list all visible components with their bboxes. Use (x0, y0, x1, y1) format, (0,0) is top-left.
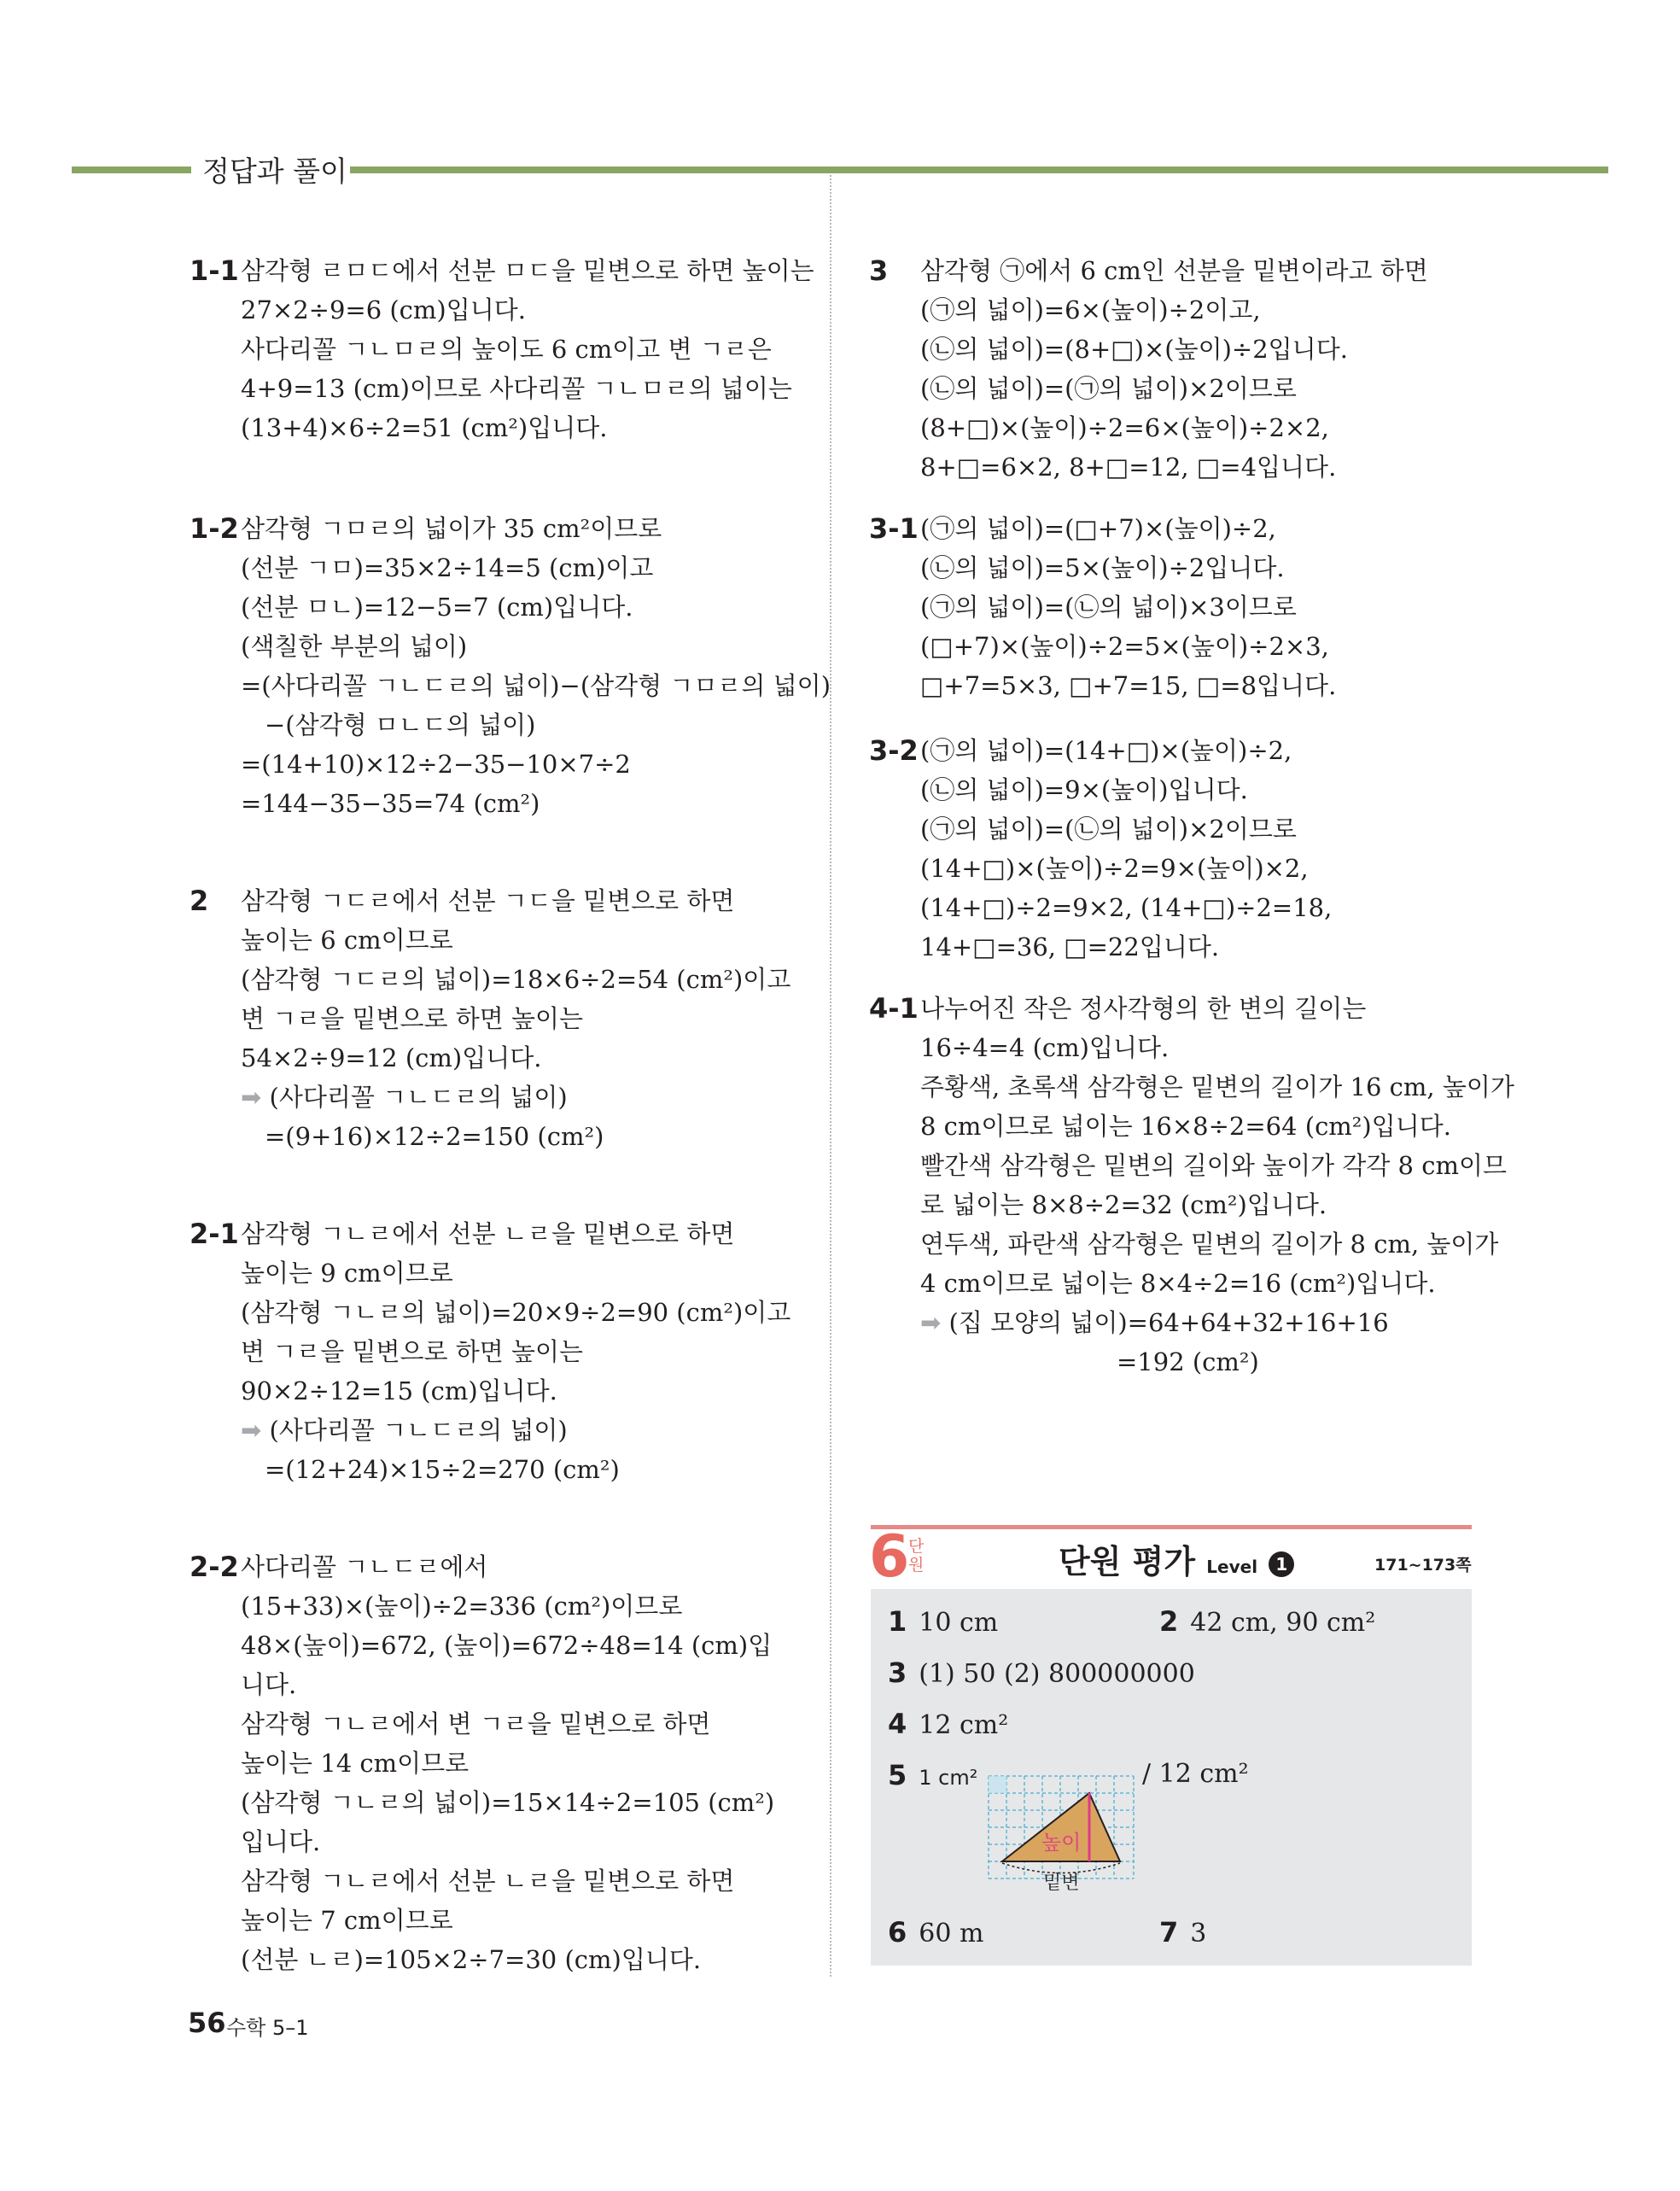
text-line: 삼각형 ㄱㅁㄹ의 넓이가 35 cm²이므로 (241, 514, 662, 543)
text-line: 연두색, 파란색 삼각형은 밑변의 길이가 8 cm, 높이가 (920, 1230, 1499, 1259)
arrow-icon: ➡ (920, 1308, 942, 1337)
text-line: 48×(높이)=672, (높이)=672÷48=14 (cm)입 (241, 1631, 773, 1660)
text-line: 니다. (241, 1670, 297, 1699)
arrow-icon: ➡ (241, 1416, 262, 1445)
text-line: (㉠의 넓이)=(㉡의 넓이)×2이므로 (920, 815, 1297, 844)
text-line: (삼각형 ㄱㄴㄹ의 넓이)=15×14÷2=105 (cm²) (241, 1788, 775, 1817)
text-line: (㉠의 넓이)=(14+□)×(높이)÷2, (920, 736, 1292, 765)
header-rule-left (72, 167, 191, 173)
level-label: Level (1206, 1557, 1258, 1577)
text-line: 주황색, 초록색 삼각형은 밑변의 길이가 16 cm, 높이가 (920, 1072, 1514, 1101)
unit-number: 6 (869, 1523, 910, 1591)
problem-1-1 (190, 251, 814, 447)
text-line: 로 넓이는 8×8÷2=32 (cm²)입니다. (920, 1190, 1327, 1219)
answer-1 (888, 1605, 998, 1638)
level-number-badge: 1 (1269, 1551, 1294, 1577)
text-line: =192 (cm²) (1117, 1347, 1259, 1376)
text-line: 삼각형 ㄱㄴㄹ에서 선분 ㄴㄹ을 밑변으로 하면 (241, 1867, 735, 1896)
problem-3-1 (869, 509, 1337, 705)
text-line: 4 cm이므로 넓이는 8×4÷2=16 (cm²)입니다. (920, 1269, 1436, 1298)
problem-2-2 (190, 1547, 775, 1979)
text-line: (㉡의 넓이)=9×(높이)입니다. (920, 775, 1248, 804)
answer-text: 3 (1190, 1919, 1207, 1949)
answer-text: 12 cm² (919, 1710, 1009, 1740)
answer-number: 5 (888, 1759, 907, 1791)
text-line: (㉡의 넓이)=5×(높이)÷2입니다. (920, 553, 1285, 582)
page-range: 171~173쪽 (1374, 1556, 1472, 1575)
text-line: (삼각형 ㄱㄴㄹ의 넓이)=20×9÷2=90 (cm²)이고 (241, 1298, 791, 1327)
text-line: 삼각형 ㄱㄷㄹ에서 선분 ㄱㄷ을 밑변으로 하면 (241, 886, 735, 915)
text-line: (㉠의 넓이)=(□+7)×(높이)÷2, (920, 514, 1276, 543)
text-line: 16÷4=4 (cm)입니다. (920, 1033, 1170, 1062)
text-line: ➡ (집 모양의 넓이)=64+64+32+16+16 (920, 1308, 1389, 1337)
answer-number: 4 (888, 1708, 907, 1740)
answer-7 (1159, 1916, 1206, 1949)
text-line: (선분 ㄱㅁ)=35×2÷14=5 (cm)이고 (241, 553, 654, 582)
page-number: 56 (188, 2007, 226, 2039)
unit-evaluation-box (871, 1525, 1472, 1966)
text-line: 나누어진 작은 정사각형의 한 변의 길이는 (920, 994, 1367, 1023)
text-line: (선분 ㅁㄴ)=12−5=7 (cm)입니다. (241, 593, 633, 622)
header-title: 정답과 풀이 (202, 155, 347, 188)
answer-text: 60 m (919, 1919, 984, 1949)
text-line: 변 ㄱㄹ을 밑변으로 하면 높이는 (241, 1337, 584, 1366)
arrow-icon: ➡ (241, 1083, 262, 1112)
header-rule-right (350, 167, 1608, 173)
text-line: (선분 ㄴㄹ)=105×2÷7=30 (cm)입니다. (241, 1945, 702, 1974)
problem-label: 3 (869, 254, 889, 287)
text-line: 높이는 6 cm이므로 (241, 926, 453, 955)
text-line: (14+□)÷2=9×2, (14+□)÷2=18, (920, 893, 1333, 922)
problem-2 (190, 881, 791, 1156)
text-line: (□+7)×(높이)÷2=5×(높이)÷2×3, (920, 632, 1329, 661)
problem-3 (869, 251, 1428, 487)
text-line: 8+□=6×2, 8+□=12, □=4입니다. (920, 453, 1337, 482)
problem-label: 1-1 (190, 254, 239, 287)
evaluation-title-text: 단원 평가 (1059, 1543, 1196, 1580)
text-line: 27×2÷9=6 (cm)입니다. (241, 295, 526, 324)
text-line: 삼각형 ㉠에서 6 cm인 선분을 밑변이라고 하면 (920, 256, 1428, 285)
text-line: (㉡의 넓이)=(8+□)×(높이)÷2입니다. (920, 335, 1348, 364)
text-line: 사다리꼴 ㄱㄴㄷㄹ에서 (241, 1552, 488, 1581)
answer-2 (1159, 1605, 1375, 1638)
answer-text: 1 cm² (919, 1766, 978, 1790)
text-line: 높이는 7 cm이므로 (241, 1906, 453, 1935)
text-line: (8+□)×(높이)÷2=6×(높이)÷2×2, (920, 413, 1329, 442)
answer-text: (1) 50 (2) 800000000 (919, 1659, 1195, 1689)
text-line: (삼각형 ㄱㄷㄹ의 넓이)=18×6÷2=54 (cm²)이고 (241, 965, 791, 994)
answer-5-extra: / 12 cm² (1142, 1759, 1249, 1789)
text-line: (㉠의 넓이)=(㉡의 넓이)×3이므로 (920, 593, 1297, 622)
text-line: 사다리꼴 ㄱㄴㅁㄹ의 높이도 6 cm이고 변 ㄱㄹ은 (241, 335, 772, 364)
problem-label: 2-2 (190, 1551, 239, 1583)
answer-6 (888, 1916, 983, 1949)
problem-label: 2-1 (190, 1218, 239, 1250)
answer-text: 10 cm (919, 1608, 999, 1638)
answer-number: 2 (1159, 1605, 1179, 1638)
text-line: 14+□=36, □=22입니다. (920, 932, 1220, 961)
base-label: 밑변 (1043, 1873, 1080, 1894)
text-line: =(12+24)×15÷2=270 (cm²) (265, 1455, 620, 1484)
text-line: 빨간색 삼각형은 밑변의 길이와 높이가 각각 8 cm이므 (920, 1151, 1507, 1180)
unit-square (989, 1776, 1006, 1793)
text-line: ➡ (사다리꼴 ㄱㄴㄷㄹ의 넓이) (241, 1083, 568, 1112)
problem-1-2 (190, 509, 831, 823)
text-line: ➡ (사다리꼴 ㄱㄴㄷㄹ의 넓이) (241, 1416, 568, 1445)
text-line: =(사다리꼴 ㄱㄴㄷㄹ의 넓이)−(삼각형 ㄱㅁㄹ의 넓이) (241, 671, 831, 700)
answer-5 (888, 1759, 977, 1791)
unit-word: 단원 (908, 1537, 925, 1575)
text-line: 삼각형 ㄱㄴㄹ에서 선분 ㄴㄹ을 밑변으로 하면 (241, 1219, 735, 1248)
problem-label: 4-1 (869, 992, 919, 1025)
answer-3 (888, 1656, 1195, 1689)
text-line: (㉡의 넓이)=(㉠의 넓이)×2이므로 (920, 374, 1297, 403)
text-line: 삼각형 ㄱㄴㄹ에서 변 ㄱㄹ을 밑변으로 하면 (241, 1709, 711, 1738)
text-line: 입니다. (241, 1827, 321, 1856)
text-line: (㉠의 넓이)=6×(높이)÷2이고, (920, 295, 1261, 324)
text-line: 높이는 9 cm이므로 (241, 1259, 453, 1288)
text-line: 8 cm이므로 넓이는 16×8÷2=64 (cm²)입니다. (920, 1112, 1452, 1141)
text-line: (14+□)×(높이)÷2=9×(높이)×2, (920, 854, 1309, 883)
answer-number: 1 (888, 1605, 907, 1638)
answer-number: 7 (1159, 1916, 1179, 1949)
column-divider (830, 175, 831, 1977)
problem-4-1 (869, 989, 1514, 1382)
text-line: =(14+10)×12÷2−35−10×7÷2 (241, 750, 631, 779)
answer-number: 3 (888, 1656, 907, 1689)
problem-label: 1-2 (190, 512, 239, 545)
text-line: 90×2÷12=15 (cm)입니다. (241, 1376, 557, 1405)
text-line: −(삼각형 ㅁㄴㄷ의 넓이) (265, 710, 536, 739)
height-label: 높이 (1041, 1831, 1082, 1855)
text-line: 4+9=13 (cm)이므로 사다리꼴 ㄱㄴㅁㄹ의 넓이는 (241, 374, 792, 403)
text-line: (13+4)×6÷2=51 (cm²)입니다. (241, 413, 608, 442)
problem-3-2 (869, 731, 1333, 967)
evaluation-title (1059, 1535, 1294, 1582)
text-line: (색칠한 부분의 넓이) (241, 632, 468, 661)
text-line: □+7=5×3, □+7=15, □=8입니다. (920, 671, 1337, 700)
text-line: (15+33)×(높이)÷2=336 (cm²)이므로 (241, 1592, 683, 1621)
footer-subject: 수학 5–1 (226, 2016, 309, 2040)
problem-label: 2 (190, 885, 209, 917)
text-line: 54×2÷9=12 (cm)입니다. (241, 1043, 542, 1072)
problem-2-1 (190, 1214, 791, 1489)
text-line: 삼각형 ㄹㅁㄷ에서 선분 ㅁㄷ을 밑변으로 하면 높이는 (241, 256, 814, 285)
text-line: =144−35−35=74 (cm²) (241, 789, 540, 818)
answer-4 (888, 1708, 1008, 1740)
problem-label: 3-2 (869, 734, 919, 767)
problem-label: 3-1 (869, 512, 919, 545)
answer-text: 42 cm, 90 cm² (1190, 1608, 1376, 1638)
text-line: 변 ㄱㄹ을 밑변으로 하면 높이는 (241, 1004, 584, 1033)
text-line: =(9+16)×12÷2=150 (cm²) (265, 1122, 604, 1151)
answer-number: 6 (888, 1916, 907, 1949)
text-line: 높이는 14 cm이므로 (241, 1749, 470, 1778)
